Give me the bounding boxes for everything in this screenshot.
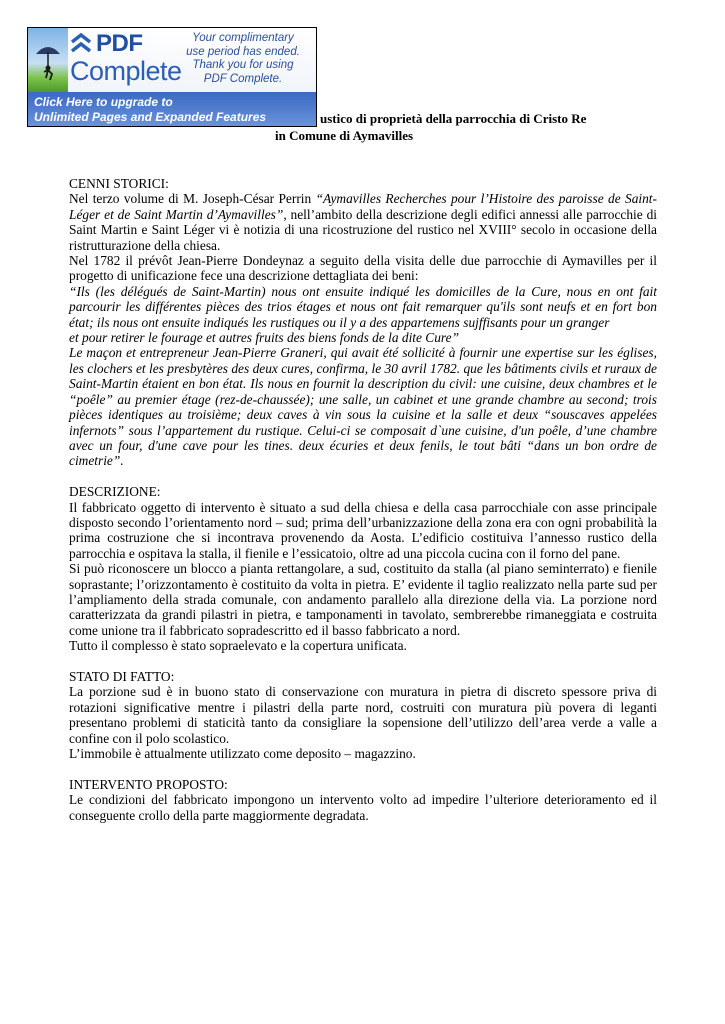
section-heading-intervento: INTERVENTO PROPOSTO: xyxy=(69,776,228,792)
notice-line: use period has ended. xyxy=(186,45,300,58)
banner-artwork xyxy=(28,28,68,92)
section-heading-stato: STATO DI FATTO: xyxy=(69,668,175,684)
paragraph-descrizione-1: Il fabbricato oggetto di intervento è situato a sud della chiesa e della casa parrocchiale con asse principale disposto secondo l’orientamento nord – sud; prima dell’urbanizzazione della zona era con ogni probabilità la prima costruzione che si incontrava provenendo da Aosta. L’edificio costituiva l’annesso rustico della parrocchia e ospitava la stalla, il fienile e l’essicatoio, oltre ad una piccola cucina con il forno del pane. xyxy=(69,499,657,561)
notice-line: PDF Complete. xyxy=(203,72,283,85)
document-title-line-2: in Comune di Aymavilles xyxy=(275,128,414,143)
document-title-line-1: ustico di proprietà della parrocchia di Cristo Re xyxy=(320,111,587,126)
pdf-complete-banner[interactable] xyxy=(27,27,317,127)
section-heading-cenni: CENNI STORICI: xyxy=(69,176,169,191)
paragraph-descrizione-3: Tutto il complesso è stato sopraelevato e la copertura unificata. xyxy=(69,638,407,654)
paragraph-intervento-1: Le condizioni del fabbricato impongono un intervento volto ad impedire l’ulteriore deterioramento ed il conseguente crollo della parte maggiormente degradata. xyxy=(69,792,657,823)
quote-paragraph-2: et pour retirer le fourage et autres fruits des biens fonds de la dite Cure” xyxy=(69,330,460,346)
text-run: , nell’ambito della descrizione degli edifici annessi alle parrocchie di Saint Martin e Saint Léger vi è notizia di una ricostruzione del rustico nel XVIII° secolo in occasione della ristrutturazione della chiesa. xyxy=(69,206,657,253)
book-title: “Aymavilles Recherches pour l’Histoire des paroisse de Saint-Léger et de Saint Martin d’Aymavilles” xyxy=(69,191,657,222)
notice-line: Thank you for using xyxy=(192,59,294,71)
upgrade-line: Unlimited Pages and Expanded Features xyxy=(34,110,267,124)
brand-pdf-text: PDF xyxy=(96,30,143,57)
section-heading-descrizione: DESCRIZIONE: xyxy=(69,484,161,500)
paragraph-cenni-2: Nel 1782 il prévôt Jean-Pierre Dondeynaz a seguito della visita delle due parrocchie di Aymavilles per il progetto di unificazione fece una descrizione dettagliata dei beni: xyxy=(69,253,657,284)
brand-complete-text: Complete xyxy=(70,56,182,86)
paragraph-cenni-1 xyxy=(69,191,657,253)
paragraph-stato-2: L’immobile è attualmente utilizzato come deposito – magazzino. xyxy=(69,746,416,761)
notice-line: Your complimentary xyxy=(192,32,294,44)
paragraph-stato-1: La porzione sud è in buono stato di conservazione con muratura in pietra di discreto spessore priva di rotazioni significative mentre i pilastri della parte nord, costruiti con muratura più povera di leganti presentano problemi di staticità tanto da consigliare la sopensione dell’utilizzo dell’area verde a valle a confine con il polo scolastico. xyxy=(69,684,657,746)
upgrade-link[interactable] xyxy=(28,92,316,127)
trial-notice xyxy=(178,32,308,86)
quote-paragraph-1: “Ils (les délégués de Saint-Martin) nous ont ensuite indiqué les domicilles de la Cure, nous en ont fait parcourir les différentes pièces des trios étages et nous ont fait remarquer qu'ils sont neufs et en fort bon état; ils nous ont ensuite indiqués les rustiques ou il y a des appartemens sujffisants pour un granger xyxy=(69,283,657,330)
paragraph-descrizione-2: Si può riconoscere un blocco a pianta rettangolare, a sud, costituito da stalla (al piano seminterrato) e fienile soprastante; l’orizzontamento è costituito da volta in pietra. E’ evidente il taglio realizzato nella parte sud per l’ampliamento della strada comunale, con andamento parallelo alla direzione della via. La porzione nord caratterizzata da grandi pilastri in pietra, e tamponamenti in tavolato, sembrerebbe rimaneggiata e costruita come unione tra il fabbricato sopradescritto ed il basso fabbricato a nord. xyxy=(69,561,657,638)
text-run: Nel terzo volume di M. Joseph-César Perrin xyxy=(69,191,316,207)
umbrella-figure-icon xyxy=(28,28,68,92)
quote-paragraph-3: Le maçon et entrepreneur Jean-Pierre Graneri, qui avait été sollicité à fournir une expertise sur les églises, les clochers et les presbytères des deux cures, confirma, le 30 avril 1782. que les bâtiments civils et ruraux de Saint-Martin étaient en bon état. Ils nous en fournit la description du civil: une cuisine, deux chambres et le “poêle” au premier étage (rez-de-chaussée); une salle, un cabinet et une grande chambre au second; trois pièces identiques au troisième; deux caves à vin sous la cuisine et la salle et deux “souscaves appelées infernots” sous l’appartement du rustique. Celui-ci se composait d`une cuisine, d'un poêle, d’une chambre avec un four, d'une cave pour les tines. deux écuries et deux fenils, le tout bâti “dans un bon ordre de cimetrie”. xyxy=(69,345,657,469)
document-body xyxy=(69,176,657,823)
upgrade-line: Click Here to upgrade to xyxy=(34,95,173,109)
chevron-logo-icon xyxy=(70,32,92,56)
